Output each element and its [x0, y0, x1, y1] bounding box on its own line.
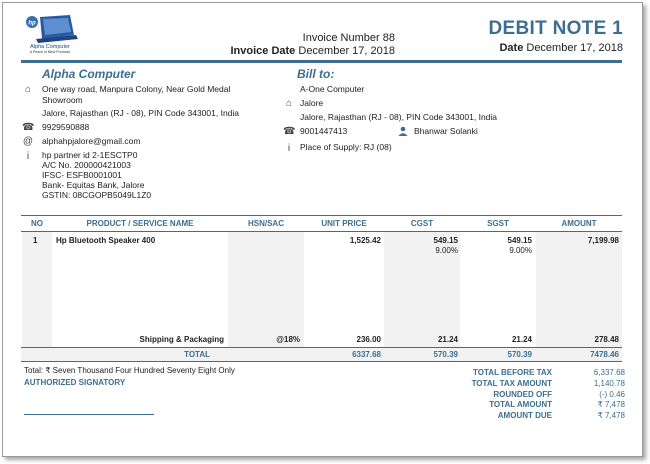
summary-label: TOTAL TAX AMOUNT	[471, 379, 552, 388]
summary-value: 6,337.68	[593, 368, 625, 377]
home-icon: ⌂	[24, 84, 32, 95]
logo-name: Alpha Computer	[30, 44, 70, 50]
summary-value: ₹ 7,478	[597, 400, 625, 409]
info-icon: i	[26, 151, 30, 162]
col-shade-hsn	[228, 232, 304, 347]
invoice-number-value: 88	[382, 32, 395, 44]
summary-value: 1,140.78	[593, 379, 625, 388]
total-row-bottom-border	[21, 361, 622, 362]
seller-email: alphahpjalore@gmail.com	[42, 136, 141, 146]
row-cgst: 549.15	[433, 236, 458, 245]
row-amount: 7,199.98	[587, 236, 619, 245]
invoice-date	[200, 45, 395, 57]
email-icon: @	[22, 136, 34, 147]
col-header-sgst: SGST	[487, 219, 509, 228]
document-date-label: Date	[499, 42, 524, 54]
row-sgst: 549.15	[507, 236, 532, 245]
total-sgst: 570.39	[507, 350, 532, 359]
billto-address-1: Jalore	[300, 98, 324, 108]
seller-address-3: Jalore, Rajasthan (RJ - 08), PIN Code 343001, India	[42, 108, 240, 118]
amount-words-value: ₹ Seven Thousand Four Hundred Seventy Eight Only	[45, 366, 235, 375]
document-title: DEBIT NOTE 1	[488, 18, 623, 39]
invoice-date-label: Invoice Date	[230, 45, 296, 57]
phone-icon: ☎	[22, 122, 35, 133]
shipping-rate: @18%	[276, 335, 300, 344]
total-amount: 7478.46	[590, 350, 619, 359]
authorized-signatory: AUTHORIZED SIGNATORY	[24, 378, 126, 387]
col-header-hsn: HSN/SAC	[247, 219, 284, 228]
amount-words-label: Total:	[24, 366, 44, 375]
phone-icon: ☎	[283, 126, 296, 137]
billto-address-2: Jalore, Rajasthan (RJ - 08), PIN Code 343001, India	[300, 112, 498, 122]
home-icon: ⌂	[285, 98, 293, 109]
person-icon	[397, 126, 409, 139]
company-logo	[22, 13, 78, 55]
info-icon: i	[287, 143, 291, 154]
document-date-value: December 17, 2018	[526, 42, 623, 54]
billto-name: A-One Computer	[300, 84, 365, 94]
seller-info-4: Bank- Equitas Bank, Jalore	[42, 180, 145, 190]
summary-value: ₹ 7,478	[597, 411, 625, 420]
table-top-border	[21, 215, 622, 216]
svg-text:hp: hp	[28, 20, 36, 27]
summary-label: ROUNDED OFF	[493, 390, 552, 399]
shipping-label: Shipping & Packaging	[139, 335, 224, 344]
document-date	[499, 42, 623, 54]
table-header-divider	[21, 231, 622, 232]
seller-gstin: GSTIN: 08CGOPB5049L1Z0	[42, 190, 152, 200]
col-shade-no	[22, 232, 52, 347]
shipping-sgst: 21.24	[511, 335, 532, 344]
seller-address-2: Showroom	[42, 95, 83, 105]
billto-heading: Bill to:	[297, 67, 335, 81]
summary-label: TOTAL AMOUNT	[489, 400, 552, 409]
col-shade-amount	[536, 232, 622, 347]
billto-phone: 9001447413	[300, 126, 348, 136]
invoice-number-label: Invoice Number	[302, 32, 380, 44]
total-unit-price: 6337.68	[352, 350, 381, 359]
summary-label: TOTAL BEFORE TAX	[473, 368, 552, 377]
billto-contact: Bhanwar Solanki	[414, 126, 478, 136]
header-divider	[21, 60, 622, 63]
seller-phone: 9929590888	[42, 122, 90, 132]
row-cgst-rate: 9.00%	[435, 246, 458, 255]
billto-supply: Place of Supply: RJ (08)	[300, 142, 392, 152]
col-header-amount: AMOUNT	[561, 219, 597, 228]
seller-info-1: hp partner id 2-1ESCTP0	[42, 150, 138, 160]
shipping-price: 236.00	[356, 335, 381, 344]
summary-value: (-) 0.46	[599, 390, 625, 399]
seller-address-1: One way road, Manpura Colony, Near Gold Medal	[42, 84, 231, 94]
invoice-number	[250, 32, 395, 44]
total-cgst: 570.39	[433, 350, 458, 359]
total-label: TOTAL	[184, 350, 210, 359]
seller-info-2: A/C No. 200000421003	[42, 160, 131, 170]
shipping-amount: 278.48	[594, 335, 619, 344]
col-header-cgst: CGST	[410, 219, 434, 228]
logo-tagline: A Peace of Mind Products	[29, 50, 71, 54]
row-unit-price: 1,525.42	[349, 236, 381, 245]
row-sgst-rate: 9.00%	[509, 246, 532, 255]
seller-name: Alpha Computer	[42, 67, 136, 81]
signature-line	[24, 414, 154, 415]
col-header-unit-price: UNIT PRICE	[321, 219, 367, 228]
col-header-no: NO	[31, 219, 43, 228]
summary-label: AMOUNT DUE	[497, 411, 552, 420]
seller-info-3: IFSC- ESFB0001001	[42, 170, 122, 180]
amount-in-words	[24, 365, 235, 376]
row-no: 1	[33, 236, 38, 245]
row-product: Hp Bluetooth Speaker 400	[56, 236, 156, 245]
shipping-cgst: 21.24	[437, 335, 458, 344]
invoice-date-value: December 17, 2018	[298, 45, 395, 57]
col-header-product: PRODUCT / SERVICE NAME	[86, 219, 194, 228]
